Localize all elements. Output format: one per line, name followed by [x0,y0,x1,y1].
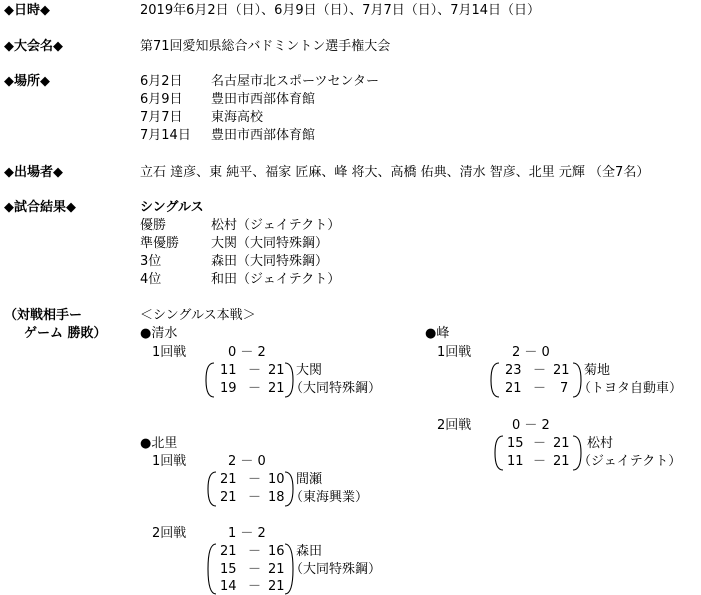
venue-place-2: 豊田市西部体育館 [211,92,316,107]
result-name-3: 森田（大同特殊鋼） [211,254,329,269]
game-score-a: 23 [505,363,522,378]
opponent-name: 大関 [296,363,323,378]
round-label: 2回戦 [437,418,472,433]
tournament-label: ◆大会名◆ [4,39,63,54]
game-score-b: 21 [553,454,570,469]
left-parenthesis-icon [207,471,217,507]
venue-date-4: 7月14日 [140,128,191,143]
game-dash: － [533,381,547,396]
tournament-value: 第71回愛知県総合バドミントン選手権大会 [140,39,391,54]
game-score-a: 14 [220,579,237,594]
opponent-name: 間瀬 [296,472,323,487]
game-score-a: 11 [220,363,237,378]
game-dash: － [248,363,262,378]
result-rank-1: 優勝 [140,218,167,233]
venue-date-2: 6月9日 [140,92,183,107]
game-dash: － [248,544,262,559]
game-dash: － [248,579,262,594]
game-score-b: 21 [553,363,570,378]
opponent-team: （東海興業） [290,490,369,505]
matches-heading: ＜シングルス本戦＞ [140,308,256,323]
date-value: 2019年6月2日（日）、6月9日（日）、7月7日（日）、7月14日（日） [140,3,541,18]
result-rank-2: 準優勝 [140,236,180,251]
game-dash: － [248,381,262,396]
left-parenthesis-icon [205,362,215,398]
game-score-b: 16 [268,544,285,559]
game-score-b: 18 [268,490,285,505]
game-dash: － [533,363,547,378]
round-label: 1回戦 [152,454,187,469]
results-category: シングルス [140,200,204,215]
game-score-a: 21 [220,544,237,559]
opponent-name: 松村 [587,436,614,451]
match-score: 2 － 0 [228,454,266,469]
round-label: 1回戦 [437,345,472,360]
venue-label: ◆場所◆ [4,74,50,89]
result-rank-4: 4位 [140,272,162,287]
match-score: 2 － 0 [512,345,550,360]
left-parenthesis-icon [207,543,217,595]
round-label: 1回戦 [152,345,187,360]
game-dash: － [248,472,262,487]
game-score-b: 7 [560,381,569,396]
venue-date-1: 6月2日 [140,74,183,89]
game-score-b: 21 [268,562,285,577]
player-name-mine: ●峰 [425,326,450,341]
result-rank-3: 3位 [140,254,162,269]
players-label: ◆出場者◆ [4,165,63,180]
opponent-team: （トヨタ自動車） [578,381,683,396]
opponent-name: 森田 [296,544,323,559]
opponent-team: （大同特殊鋼） [290,562,382,577]
player-name-shimizu: ●清水 [140,326,178,341]
game-score-a: 15 [220,562,237,577]
game-score-a: 21 [220,490,237,505]
game-score-a: 11 [507,454,524,469]
game-score-a: 21 [505,381,522,396]
venue-date-3: 7月7日 [140,110,183,125]
game-dash: － [533,454,547,469]
match-score: 0 － 2 [512,418,550,433]
game-dash: － [248,490,262,505]
opponent-team: （大同特殊鋼） [290,381,382,396]
game-score-a: 21 [220,472,237,487]
game-dash: － [248,562,262,577]
opponent-name: 菊地 [584,363,611,378]
game-score-a: 15 [507,436,524,451]
players-value: 立石 達彦、東 純平、福家 匠麻、峰 将大、高橋 佑典、清水 智彦、北里 元輝 （全7名） [140,165,650,180]
game-score-b: 21 [268,363,285,378]
venue-place-4: 豊田市西部体育館 [211,128,316,143]
game-score-a: 19 [220,381,237,396]
game-score-b: 21 [268,381,285,396]
game-score-b: 21 [268,579,285,594]
result-name-4: 和田（ジェイテクト） [211,272,341,287]
player-name-kitasato: ●北里 [140,436,178,451]
game-score-b: 21 [553,436,570,451]
venue-place-3: 東海高校 [211,110,264,125]
round-label: 2回戦 [152,526,187,541]
opponent-team: （ジェイテクト） [578,454,682,469]
game-score-b: 10 [268,472,285,487]
results-label: ◆試合結果◆ [4,200,76,215]
opponents-label-line1: （対戦相手ー [4,308,83,323]
result-name-1: 松村（ジェイテクト） [211,218,341,233]
left-parenthesis-icon [490,362,500,398]
left-parenthesis-icon [494,435,504,471]
date-label: ◆日時◆ [4,3,50,18]
game-dash: － [533,436,547,451]
opponents-label-line2: ゲーム 勝敗） [24,326,107,341]
match-score: 0 － 2 [228,345,266,360]
result-name-2: 大関（大同特殊鋼） [211,236,329,251]
venue-place-1: 名古屋市北スポーツセンター [211,74,379,89]
match-score: 1 － 2 [228,526,266,541]
